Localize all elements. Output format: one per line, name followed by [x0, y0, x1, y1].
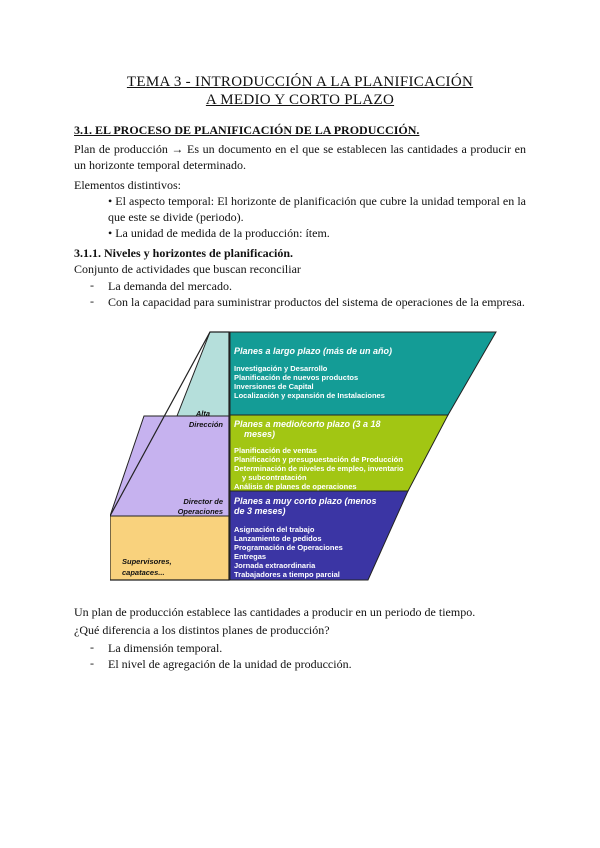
- long-item: Planificación de nuevos productos: [234, 373, 359, 382]
- bullet-temporal: • El aspecto temporal: El horizonte de planificación que cubre la unidad temporal en la que este se divide (periodo).: [108, 194, 526, 224]
- role-alta-line2: Dirección: [188, 420, 223, 429]
- long-item: Investigación y Desarrollo: [234, 364, 328, 373]
- role-super-line2: capataces...: [122, 568, 165, 577]
- role-super-line1: Supervisores,: [122, 557, 172, 566]
- section-intro: Conjunto de actividades que buscan reconciliar: [74, 262, 301, 276]
- closing-statement: Un plan de producción establece las cantidades a producir en un periodo de tiempo.: [74, 605, 476, 619]
- short-term-header-line2: de 3 meses): [234, 506, 286, 516]
- role-alta-line1: Alta: [195, 409, 210, 418]
- dash-marker: -: [90, 294, 94, 308]
- role-director-line1: Director de: [183, 497, 223, 506]
- dash-item-demand: La demanda del mercado.: [108, 279, 232, 293]
- medium-item: y subcontratación: [242, 473, 307, 482]
- long-term-header: Planes a largo plazo (más de un año): [234, 346, 393, 356]
- medium-item: Planificación de ventas: [234, 446, 317, 455]
- medium-item: Análisis de planes de operaciones: [234, 482, 357, 491]
- plan-definition: Plan de producción → Es un documento en el que se establecen las cantidades a producir en un horizonte temporal determinado.: [74, 142, 526, 172]
- short-item: Programación de Operaciones: [234, 543, 343, 552]
- document-title-line1: TEMA 3 - INTRODUCCIÓN A LA PLANIFICACIÓN: [126, 74, 474, 90]
- short-item: Asignación del trabajo: [234, 525, 315, 534]
- bullet-unit: • La unidad de medida de la producción: ítem.: [108, 226, 330, 240]
- dash-marker: -: [90, 640, 94, 654]
- medium-item: Planificación y presupuestación de Producción: [234, 455, 403, 464]
- short-item: Entregas: [234, 552, 267, 561]
- closing-question: ¿Qué diferencia a los distintos planes de producción?: [74, 623, 330, 637]
- long-item: Localización y expansión de Instalaciones: [234, 391, 385, 400]
- medium-item: Determinación de niveles de empleo, inventario: [234, 464, 404, 473]
- planning-levels-diagram: [110, 326, 510, 586]
- short-item: Jornada extraordinaria: [234, 561, 316, 570]
- medium-term-header-line1: Planes a medio/corto plazo (3 a 18: [234, 419, 381, 429]
- short-item: Trabajadores a tiempo parcial: [234, 570, 340, 579]
- short-item: Lanzamiento de pedidos: [234, 534, 322, 543]
- role-director-line2: Operaciones: [177, 507, 223, 516]
- dash-item-aggregation: El nivel de agregación de la unidad de producción.: [108, 657, 352, 671]
- short-term-header-line1: Planes a muy corto plazo (menos: [234, 496, 377, 506]
- section-heading-3-1-1: 3.1.1. Niveles y horizontes de planificación.: [74, 246, 293, 260]
- long-item: Inversiones de Capital: [234, 382, 314, 391]
- section-heading-3-1: 3.1. EL PROCESO DE PLANIFICACIÓN DE LA PRODUCCIÓN.: [74, 123, 420, 137]
- medium-term-header-line2: meses): [244, 429, 276, 439]
- dash-marker: -: [90, 278, 94, 292]
- document-title-line2: A MEDIO Y CORTO PLAZO: [205, 92, 395, 108]
- elements-label: Elementos distintivos:: [74, 178, 181, 192]
- dash-marker: -: [90, 656, 94, 670]
- dash-item-temporal: La dimensión temporal.: [108, 641, 223, 655]
- dash-item-capacity: Con la capacidad para suministrar productos del sistema de operaciones de la empresa.: [108, 295, 525, 309]
